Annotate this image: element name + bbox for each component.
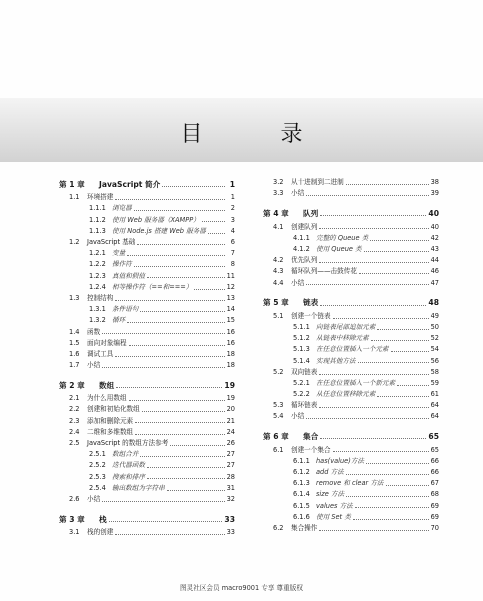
- toc-entry-number: 4.2: [273, 256, 284, 265]
- toc-section-entry: [263, 188, 439, 199]
- toc-section-entry: [263, 266, 439, 277]
- toc-entry-number: 5.3: [273, 401, 284, 410]
- toc-entry-label: 条件语句: [112, 305, 139, 314]
- toc-entry-page-number: 69: [430, 501, 439, 510]
- toc-entry-page-number: 42: [430, 233, 439, 242]
- toc-entry-page-number: 27: [226, 461, 235, 470]
- toc-section-entry: [263, 378, 439, 389]
- toc-entry-page-number: 40: [428, 209, 439, 219]
- toc-entry-page-number: 4: [230, 226, 235, 235]
- toc-dot-leader: [386, 485, 429, 486]
- toc-entry-label: 双向链表: [291, 367, 318, 376]
- toc-entry-number: 1.1: [69, 193, 80, 202]
- toc-entry-number: 1.3: [69, 293, 80, 302]
- toc-entry-label: 在任意位置插入一个新元素: [316, 378, 396, 387]
- toc-section-entry: [59, 282, 235, 293]
- toc-entry-label: 使用 Set 类: [316, 512, 351, 521]
- toc-dot-leader: [140, 456, 224, 457]
- toc-entry-label: 栈的创建: [87, 528, 114, 537]
- toc-dot-leader: [377, 396, 428, 397]
- toc-dot-leader: [364, 251, 429, 252]
- toc-entry-page-number: 52: [430, 334, 439, 343]
- toc-entry-number: 1.2.4: [89, 282, 106, 291]
- toc-dot-leader: [319, 228, 428, 229]
- toc-entry-label: remove 和 clear 方法: [316, 479, 384, 488]
- toc-dot-leader: [135, 434, 224, 435]
- toc-entry-page-number: 12: [226, 282, 235, 291]
- toc-entry-number: 4.4: [273, 278, 284, 287]
- toc-dot-leader: [397, 385, 428, 386]
- toc-entry-label: 使用 Web 服务器（XAMPP）: [112, 215, 200, 224]
- toc-entry-number: 2.5.3: [89, 472, 106, 481]
- toc-entry-label: 从任意位置移除元素: [316, 390, 376, 399]
- toc-entry-number: 2.5.2: [89, 461, 106, 470]
- toc-entry-number: 第 5 章: [263, 298, 289, 308]
- toc-entry-page-number: 18: [226, 361, 235, 370]
- toc-entry-number: 6.1.1: [293, 456, 310, 465]
- toc-entry-label: 控制结构: [87, 293, 114, 302]
- toc-entry-label: 数组: [99, 380, 115, 390]
- toc-entry-number: 1.1.2: [89, 215, 106, 224]
- toc-entry-page-number: 46: [430, 267, 439, 276]
- toc-entry-number: 5.2.1: [293, 378, 310, 387]
- toc-entry-number: 2.6: [69, 494, 80, 503]
- toc-dot-leader: [142, 411, 225, 412]
- toc-dot-leader: [135, 422, 224, 423]
- toc-dot-leader: [202, 221, 225, 222]
- toc-entry-label: 在任意位置插入一个元素: [316, 345, 389, 354]
- toc-section-entry: [59, 304, 235, 315]
- toc-entry-page-number: 7: [230, 249, 235, 258]
- toc-section-entry: [59, 404, 235, 415]
- toc-entry-label: 循环链表: [291, 401, 318, 410]
- toc-entry-page-number: 56: [430, 356, 439, 365]
- toc-entry-label: values 方法: [316, 501, 353, 510]
- toc-dot-leader: [140, 311, 224, 312]
- toc-entry-page-number: 40: [430, 222, 439, 231]
- toc-entry-number: 5.2: [273, 367, 284, 376]
- toc-dot-leader: [167, 490, 225, 491]
- toc-entry-label: 实现其他方法: [316, 356, 356, 365]
- toc-entry-number: 2.4: [69, 427, 80, 436]
- toc-entry-page-number: 50: [430, 322, 439, 331]
- toc-entry-label: 创建一个集合: [291, 445, 331, 454]
- toc-entry-page-number: 43: [430, 245, 439, 254]
- toc-entry-label: 创建一个链表: [291, 311, 331, 320]
- toc-entry-page-number: 38: [430, 178, 439, 187]
- toc-entry-page-number: 64: [430, 401, 439, 410]
- toc-entry-label: 函数: [87, 327, 101, 336]
- toc-entry-number: 6.1.6: [293, 512, 310, 521]
- toc-entry-page-number: 66: [430, 456, 439, 465]
- toc-section-entry: [263, 333, 439, 344]
- toc-entry-number: 6.2: [273, 523, 284, 532]
- toc-entry-number: 第 2 章: [59, 380, 85, 390]
- toc-entry-number: 第 6 章: [263, 432, 289, 442]
- toc-entry-label: JavaScript 简介: [99, 179, 161, 189]
- toc-entry-label: size 方法: [316, 490, 345, 499]
- toc-dot-leader: [306, 284, 428, 285]
- page-title: 目 录: [180, 122, 331, 147]
- toc-dot-leader: [208, 233, 225, 234]
- toc-entry-page-number: 26: [226, 439, 235, 448]
- toc-entry-label: 浏览器: [112, 204, 132, 213]
- toc-dot-leader: [320, 305, 426, 306]
- toc-dot-leader: [371, 340, 429, 341]
- toc-section-entry: [263, 444, 439, 455]
- toc-section-entry: [263, 512, 439, 523]
- toc-dot-leader: [194, 289, 224, 290]
- toc-dot-leader: [346, 496, 429, 497]
- toc-section-entry: [263, 311, 439, 322]
- toc-entry-page-number: 6: [230, 238, 235, 247]
- toc-entry-label: 创建队列: [291, 222, 318, 231]
- toc-entry-number: 4.1.1: [293, 233, 310, 242]
- toc-dot-leader: [137, 244, 225, 245]
- toc-entry-label: 集合: [303, 432, 319, 442]
- toc-entry-label: 小结: [291, 278, 305, 287]
- toc-entry-number: 5.2.2: [293, 390, 310, 399]
- toc-dot-leader: [333, 318, 429, 319]
- toc-entry-number: 2.1: [69, 394, 80, 403]
- toc-entry-page-number: 1: [229, 179, 235, 189]
- toc-entry-number: 第 1 章: [59, 179, 85, 189]
- toc-entry-number: 5.1.1: [293, 322, 310, 331]
- toc-section-entry: [59, 226, 235, 237]
- toc-dot-leader: [370, 240, 428, 241]
- toc-entry-label: 栈: [99, 514, 107, 524]
- toc-entry-number: 第 4 章: [263, 209, 289, 219]
- toc-entry-number: 6.1: [273, 445, 284, 454]
- toc-dot-leader: [134, 210, 225, 211]
- toc-dot-leader: [115, 199, 225, 200]
- toc-dot-leader: [358, 362, 429, 363]
- toc-section-entry: [59, 214, 235, 225]
- toc-section-entry: [263, 389, 439, 400]
- toc-entry-page-number: 48: [428, 298, 439, 308]
- toc-dot-leader: [391, 351, 429, 352]
- toc-section-entry: [263, 500, 439, 511]
- toc-entry-label: 迭代器函数: [112, 461, 145, 470]
- toc-entry-number: 2.2: [69, 405, 80, 414]
- toc-entry-page-number: 49: [430, 311, 439, 320]
- toc-entry-page-number: 70: [430, 523, 439, 532]
- toc-entry-label: 数组合并: [112, 450, 139, 459]
- toc-entry-page-number: 3: [230, 215, 235, 224]
- toc-entry-label: 从十进制到二进制: [291, 178, 344, 187]
- toc-entry-number: 5.1.2: [293, 334, 310, 343]
- toc-section-entry: [263, 244, 439, 255]
- toc-entry-label: 输出数组为字符串: [112, 483, 165, 492]
- toc-entry-number: 1.3.2: [89, 316, 106, 325]
- toc-dot-leader: [377, 329, 428, 330]
- toc-section-entry: [59, 248, 235, 259]
- toc-dot-leader: [115, 356, 224, 357]
- toc-dot-leader: [319, 407, 428, 408]
- toc-entry-number: 6.1.2: [293, 468, 310, 477]
- toc-entry-page-number: 11: [226, 271, 235, 280]
- toc-entry-label: 调试工具: [87, 349, 114, 358]
- toc-dot-leader: [359, 273, 429, 274]
- toc-section-entry: [263, 221, 439, 232]
- toc-entry-page-number: 28: [226, 472, 235, 481]
- toc-section-entry: [263, 322, 439, 333]
- toc-entry-label: 相等操作符（==和===）: [112, 282, 193, 291]
- toc-dot-leader: [319, 374, 428, 375]
- toc-entry-page-number: 16: [226, 327, 235, 336]
- toc-dot-leader: [102, 333, 224, 334]
- toc-entry-label: 队列: [303, 209, 319, 219]
- toc-section-entry: [263, 489, 439, 500]
- toc-dot-leader: [102, 367, 224, 368]
- toc-section-entry: [263, 523, 439, 534]
- toc-entry-label: 循环队列——击鼓传花: [291, 267, 357, 276]
- toc-entry-page-number: 39: [430, 189, 439, 198]
- toc-section-entry: [59, 494, 235, 505]
- toc-dot-leader: [306, 195, 428, 196]
- toc-dot-leader: [147, 467, 225, 468]
- toc-entry-label: 变量: [112, 249, 126, 258]
- toc-entry-number: 第 3 章: [59, 514, 85, 524]
- toc-dot-leader: [147, 277, 225, 278]
- toc-section-entry: [59, 393, 235, 404]
- toc-section-entry: [263, 478, 439, 489]
- toc-entry-number: 2.5.1: [89, 450, 106, 459]
- toc-entry-number: 1.3.1: [89, 305, 106, 314]
- toc-section-entry: [59, 360, 235, 371]
- toc-dot-leader: [115, 300, 224, 301]
- toc-entry-number: 3.2: [273, 178, 284, 187]
- toc-dot-leader: [127, 255, 225, 256]
- toc-section-entry: [263, 467, 439, 478]
- toc-entry-page-number: 8: [230, 260, 235, 269]
- toc-dot-leader: [102, 501, 224, 502]
- toc-entry-label: 二维和多维数组: [87, 427, 134, 436]
- toc-entry-page-number: 19: [224, 380, 235, 390]
- toc-entry-page-number: 61: [430, 390, 439, 399]
- toc-dot-leader: [320, 438, 426, 439]
- toc-entry-page-number: 58: [430, 367, 439, 376]
- toc-dot-leader: [346, 184, 429, 185]
- toc-section-entry: [59, 349, 235, 360]
- toc-entry-label: 面向对象编程: [87, 338, 127, 347]
- toc-dot-leader: [115, 534, 224, 535]
- toc-section-entry: [263, 400, 439, 411]
- toc-entry-page-number: 44: [430, 256, 439, 265]
- toc-entry-page-number: 67: [430, 479, 439, 488]
- toc-section-entry: [59, 471, 235, 482]
- toc-entry-number: 1.4: [69, 327, 80, 336]
- toc-entry-label: 真值和假值: [112, 271, 145, 280]
- toc-entry-page-number: 65: [428, 432, 439, 442]
- toc-section-entry: [59, 315, 235, 326]
- toc-chapter-entry: [263, 296, 439, 311]
- toc-entry-label: 创建和初始化数组: [87, 405, 140, 414]
- toc-entry-label: 搜索和排序: [112, 472, 145, 481]
- toc-entry-page-number: 2: [230, 204, 235, 213]
- toc-dot-leader: [353, 519, 429, 520]
- toc-entry-label: 为什么用数组: [87, 394, 127, 403]
- toc-entry-label: JavaScript 的数组方法参考: [87, 439, 169, 448]
- toc-section-entry: [59, 427, 235, 438]
- toc-entry-number: 4.1.2: [293, 245, 310, 254]
- toc-dot-leader: [170, 445, 224, 446]
- toc-section-entry: [59, 449, 235, 460]
- toc-entry-number: 1.2: [69, 238, 80, 247]
- toc-entry-page-number: 69: [430, 512, 439, 521]
- toc-entry-number: 1.2.1: [89, 249, 106, 258]
- toc-entry-page-number: 66: [430, 468, 439, 477]
- toc-entry-number: 1.7: [69, 361, 80, 370]
- toc-entry-page-number: 20: [226, 405, 235, 414]
- toc-dot-leader: [306, 418, 428, 419]
- toc-section-entry: [263, 366, 439, 377]
- toc-section-entry: [59, 483, 235, 494]
- toc-entry-page-number: 24: [226, 427, 235, 436]
- toc-entry-label: 链表: [303, 298, 319, 308]
- toc-chapter-entry: [59, 378, 235, 393]
- toc-section-entry: [263, 355, 439, 366]
- toc-section-entry: [59, 203, 235, 214]
- toc-entry-label: 集合操作: [291, 523, 318, 532]
- toc-entry-label: 小结: [291, 412, 305, 421]
- toc-entry-label: 循环: [112, 316, 126, 325]
- toc-section-entry: [59, 460, 235, 471]
- toc-section-entry: [263, 233, 439, 244]
- toc-chapter-entry: [59, 177, 235, 192]
- toc-right-column: [263, 177, 439, 534]
- toc-section-entry: [263, 456, 439, 467]
- toc-entry-number: 2.3: [69, 416, 80, 425]
- toc-entry-label: 操作符: [112, 260, 132, 269]
- toc-entry-page-number: 15: [226, 316, 235, 325]
- toc-entry-label: add 方法: [316, 468, 344, 477]
- toc-entry-page-number: 18: [226, 349, 235, 358]
- toc-entry-number: 5.4: [273, 412, 284, 421]
- toc-entry-label: 环境搭建: [87, 193, 114, 202]
- toc-entry-label: 完整的 Queue 类: [316, 233, 369, 242]
- toc-entry-page-number: 64: [430, 412, 439, 421]
- toc-entry-page-number: 33: [226, 528, 235, 537]
- toc-entry-label: 小结: [87, 494, 101, 503]
- toc-section-entry: [59, 438, 235, 449]
- toc-entry-label: JavaScript 基础: [87, 238, 136, 247]
- toc-entry-page-number: 13: [226, 293, 235, 302]
- footer-watermark: 图灵社区会员 macro9001 专享 尊重版权: [180, 584, 303, 592]
- toc-dot-leader: [319, 530, 428, 531]
- toc-entry-label: 向链表尾部追加元素: [316, 322, 376, 331]
- toc-section-entry: [59, 237, 235, 248]
- toc-entry-number: 3.3: [273, 189, 284, 198]
- toc-chapter-entry: [263, 206, 439, 221]
- toc-entry-label: 从链表中移除元素: [316, 334, 369, 343]
- toc-section-entry: [59, 415, 235, 426]
- toc-entry-number: 6.1.4: [293, 490, 310, 499]
- toc-entry-number: 1.1.3: [89, 226, 106, 235]
- toc-entry-number: 5.1: [273, 311, 284, 320]
- toc-chapter-entry: [263, 429, 439, 444]
- toc-section-entry: [59, 337, 235, 348]
- toc-section-entry: [263, 344, 439, 355]
- toc-entry-page-number: 47: [430, 278, 439, 287]
- toc-entry-number: 1.6: [69, 349, 80, 358]
- toc-entry-number: 6.1.5: [293, 501, 310, 510]
- toc-entry-label: 优先队列: [291, 256, 318, 265]
- toc-chapter-entry: [59, 512, 235, 527]
- toc-entry-page-number: 19: [226, 394, 235, 403]
- toc-left-column: [59, 177, 235, 538]
- toc-entry-page-number: 32: [226, 494, 235, 503]
- toc-entry-page-number: 31: [226, 483, 235, 492]
- toc-section-entry: [59, 527, 235, 538]
- toc-entry-number: 2.5: [69, 439, 80, 448]
- toc-dot-leader: [127, 322, 224, 323]
- toc-dot-leader: [129, 345, 225, 346]
- toc-entry-number: 3.1: [69, 528, 80, 537]
- toc-entry-label: 使用 Queue 类: [316, 245, 362, 254]
- toc-entry-number: 1.1.1: [89, 204, 106, 213]
- toc-entry-page-number: 16: [226, 338, 235, 347]
- toc-dot-leader: [162, 186, 225, 187]
- toc-entry-page-number: 54: [430, 345, 439, 354]
- toc-dot-leader: [319, 262, 428, 263]
- toc-entry-page-number: 27: [226, 450, 235, 459]
- toc-entry-number: 1.2.2: [89, 260, 106, 269]
- toc-entry-number: 6.1.3: [293, 479, 310, 488]
- toc-entry-page-number: 65: [430, 445, 439, 454]
- toc-entry-number: 1.2.3: [89, 271, 106, 280]
- toc-entry-label: 小结: [87, 361, 101, 370]
- toc-entry-page-number: 68: [430, 490, 439, 499]
- toc-entry-label: 添加和删除元素: [87, 416, 134, 425]
- toc-entry-page-number: 21: [226, 416, 235, 425]
- toc-dot-leader: [320, 215, 426, 216]
- toc-entry-number: 4.1: [273, 222, 284, 231]
- toc-section-entry: [59, 192, 235, 203]
- toc-dot-leader: [366, 463, 429, 464]
- toc-dot-leader: [346, 474, 429, 475]
- toc-section-entry: [59, 259, 235, 270]
- toc-dot-leader: [116, 387, 222, 388]
- toc-section-entry: [59, 270, 235, 281]
- toc-entry-number: 4.3: [273, 267, 284, 276]
- toc-entry-page-number: 59: [430, 378, 439, 387]
- toc-entry-label: 小结: [291, 189, 305, 198]
- toc-section-entry: [263, 411, 439, 422]
- toc-entry-number: 5.1.3: [293, 345, 310, 354]
- toc-dot-leader: [333, 451, 429, 452]
- toc-section-entry: [263, 255, 439, 266]
- toc-dot-leader: [129, 400, 225, 401]
- toc-entry-page-number: 33: [224, 514, 235, 524]
- toc-entry-page-number: 1: [230, 193, 235, 202]
- toc-dot-leader: [134, 266, 225, 267]
- toc-entry-number: 2.5.4: [89, 483, 106, 492]
- toc-section-entry: [263, 177, 439, 188]
- toc-section-entry: [59, 293, 235, 304]
- toc-entry-page-number: 14: [226, 305, 235, 314]
- toc-entry-label: has(value)方法: [316, 456, 364, 465]
- toc-dot-leader: [355, 507, 429, 508]
- toc-section-entry: [263, 277, 439, 288]
- toc-entry-number: 5.1.4: [293, 356, 310, 365]
- toc-dot-leader: [109, 521, 223, 522]
- toc-dot-leader: [147, 478, 225, 479]
- toc-entry-label: 使用 Node.js 搭建 Web 服务器: [112, 226, 206, 235]
- toc-section-entry: [59, 326, 235, 337]
- toc-entry-number: 1.5: [69, 338, 80, 347]
